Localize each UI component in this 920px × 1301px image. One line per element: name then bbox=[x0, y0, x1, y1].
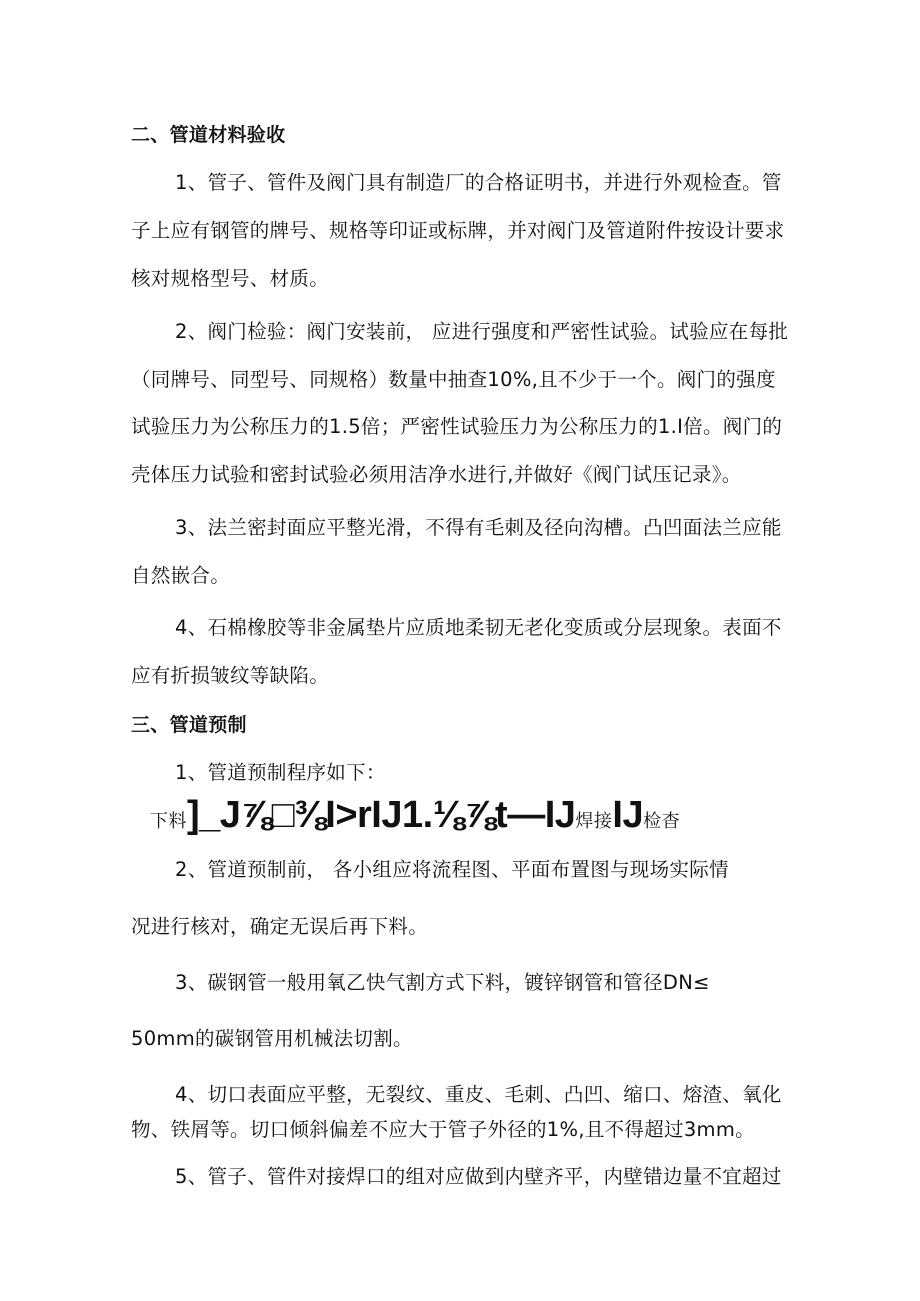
paragraph-line: 2、阀门检验：阀门安装前， 应进行强度和严密性试验。试验应在每批 bbox=[175, 320, 789, 343]
paragraph-line: 1、管道预制程序如下： bbox=[175, 761, 386, 784]
paragraph-line: 自然嵌合。 bbox=[131, 564, 231, 587]
paragraph-line: 况进行核对，确定无误后再下料。 bbox=[131, 915, 429, 938]
paragraph-line: （同牌号、同型号、同规格）数量中抽查10%,且不少于一个。阀门的强度 bbox=[131, 368, 776, 391]
paragraph-line: 应有折损皱纹等缺陷。 bbox=[131, 664, 330, 687]
paragraph-line: 3、法兰密封面应平整光滑，不得有毛刺及径向沟槽。凸凹面法兰应能 bbox=[175, 516, 782, 539]
process-flow-line bbox=[150, 794, 680, 837]
paragraph-line: 2、管道预制前， 各小组应将流程图、平面布置图与现场实际情 bbox=[175, 858, 729, 881]
section-heading-material-acceptance: 二、管道材料验收 bbox=[131, 124, 286, 146]
paragraph-line: 5、管子、管件对接焊口的组对应做到内壁齐平，内壁错边量不宜超过 bbox=[175, 1165, 782, 1188]
paragraph-line: 1、管子、管件及阀门具有制造厂的合格证明书，并进行外观检查。管 bbox=[175, 171, 782, 194]
flow-garbled-glyphs: IJ bbox=[612, 794, 644, 836]
flow-step-cutting: 下料 bbox=[150, 811, 187, 832]
flow-step-welding: 焊接 bbox=[575, 811, 613, 832]
flow-step-inspection: 检杳 bbox=[643, 811, 681, 832]
paragraph-line: 物、铁屑等。切口倾斜偏差不应大于管子外径的1%,且不得超过3mm。 bbox=[131, 1118, 755, 1141]
paragraph-line: 4、切口表面应平整，无裂纹、重皮、毛刺、凸凹、缩口、熔渣、氧化 bbox=[175, 1083, 782, 1106]
paragraph-line: 50mm的碳钢管用机械法切割。 bbox=[131, 1027, 413, 1050]
paragraph-line: 试验压力为公称压力的1.5倍；严密性试验压力为公称压力的1.I倍。阀门的 bbox=[131, 415, 783, 438]
paragraph-line: 3、碳钢管一般用氧乙快气割方式下料，镀锌钢管和管径DN≤ bbox=[175, 971, 710, 994]
paragraph-line: 核对规格型号、材质。 bbox=[131, 267, 330, 290]
flow-garbled-glyphs: ]_J⅞□⅜I>rIJ1.⅛⅞t—IJ bbox=[187, 794, 576, 836]
paragraph-line: 4、石棉橡胶等非金属垫片应质地柔韧无老化变质或分层现象。表面不 bbox=[175, 616, 782, 639]
paragraph-line: 子上应有钢管的牌号、规格等印证或标牌，并对阀门及管道附件按设计要求 bbox=[131, 219, 785, 242]
paragraph-line: 壳体压力试验和密封试验必须用洁净水进行,并做好《阀门试压记录》。 bbox=[131, 463, 742, 486]
section-heading-pipe-prefabrication: 三、管道预制 bbox=[131, 714, 247, 736]
